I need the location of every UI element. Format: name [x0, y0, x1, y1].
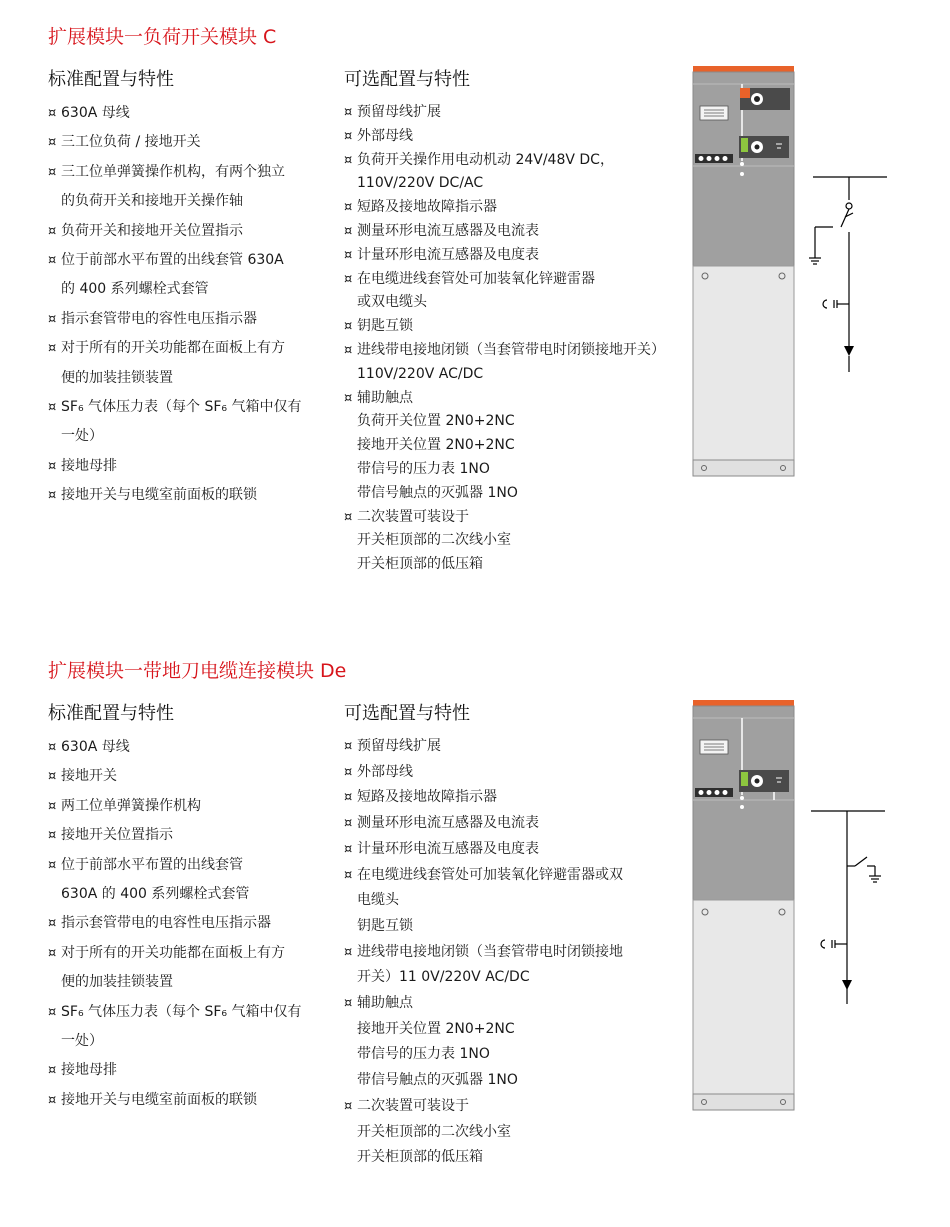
feature-item: ¤ 接地开关与电缆室前面板的联锁 — [48, 1086, 328, 1115]
feature-item: ¤ 指示套管带电的电容性电压指示器 — [48, 909, 328, 938]
feature-item: ¤ 负荷开关操作用电动机动 24V/48V DC， — [344, 149, 684, 173]
feature-item: ¤ 预留母线扩展 — [344, 734, 664, 760]
voltage-indicator-strip — [695, 788, 733, 797]
feature-item: ¤ 630A 母线 — [48, 733, 328, 762]
load-switch-blade — [841, 209, 849, 227]
single-line-diagram — [805, 170, 895, 380]
feature-item: ¤ 计量环形电流互感器及电度表 — [344, 244, 684, 268]
load-switch-operator — [740, 88, 790, 110]
feeder-arrow — [844, 346, 854, 356]
feature-item: ¤ 外部母线 — [344, 760, 664, 786]
feature-item: ¤ 三工位单弹簧操作机构，有两个独立 — [48, 158, 328, 187]
feature-item-continuation: 带信号的压力表 1NO — [357, 1046, 490, 1063]
feature-item: ¤ 指示套管带电的容性电压指示器 — [48, 305, 328, 334]
feature-item: ¤ 进线带电接地闭锁（当套管带电时闭锁接地开关） — [344, 339, 684, 363]
section-title: 扩展模块一带地刀电缆连接模块 De — [48, 660, 347, 682]
feature-item-continuation: 电缆头 — [357, 892, 399, 909]
feature-item-continuation: 630A 的 400 系列螺栓式套管 — [61, 886, 250, 903]
section-cable-earthing-module-de — [0, 640, 950, 1227]
cabinet-upper-panel — [693, 706, 794, 900]
feature-item: ¤ 二次装置可装设于 — [344, 506, 684, 530]
standard-heading: 标准配置与特性 — [48, 69, 174, 90]
feature-item-continuation: 开关柜顶部的低压箱 — [357, 556, 483, 573]
cabinet-top-strip — [693, 66, 794, 72]
feature-item: ¤ 接地开关与电缆室前面板的联锁 — [48, 481, 328, 510]
feature-item: ¤ SF₆ 气体压力表（每个 SF₆ 气箱中仅有 — [48, 998, 328, 1027]
feature-item-continuation: 便的加装挂锁装置 — [61, 369, 173, 386]
single-line-diagram — [805, 804, 895, 1014]
feature-item-continuation: 110V/220V AC/DC — [357, 365, 484, 382]
feature-item: ¤ 位于前部水平布置的出线套管 630A — [48, 246, 328, 275]
feature-item: ¤ 接地开关 — [48, 762, 328, 791]
standard-heading: 标准配置与特性 — [48, 703, 174, 724]
feature-item: ¤ 测量环形电流互感器及电流表 — [344, 220, 684, 244]
cabinet-lower-panel — [693, 266, 794, 460]
feature-item: ¤ SF₆ 气体压力表（每个 SF₆ 气箱中仅有 — [48, 393, 328, 422]
earthing-switch-operator — [739, 770, 789, 792]
feature-item-continuation: 开关）11 0V/220V AC/DC — [357, 969, 530, 986]
feature-item-continuation: 开关柜顶部的低压箱 — [357, 1149, 483, 1166]
feature-item: ¤ 辅助触点 — [344, 387, 684, 411]
feature-item-continuation: 便的加装挂锁装置 — [61, 974, 173, 991]
feature-item: ¤ 两工位单弹簧操作机构 — [48, 792, 328, 821]
feature-item: ¤ 计量环形电流互感器及电度表 — [344, 837, 664, 863]
busbar-node — [846, 203, 852, 209]
feature-item-continuation: 接地开关位置 2N0+2NC — [357, 437, 515, 454]
feature-item: ¤ 接地母排 — [48, 452, 328, 481]
feature-item: ¤ 630A 母线 — [48, 99, 328, 128]
cabinet-base — [693, 460, 794, 476]
optional-heading: 可选配置与特性 — [344, 69, 470, 90]
feature-item: ¤ 在电缆进线套管处可加装氧化锌避雷器 — [344, 268, 684, 292]
standard-features-list — [48, 99, 328, 511]
name-plate — [700, 106, 728, 120]
cabinet-base — [693, 1094, 794, 1110]
feature-item: ¤ 预留母线扩展 — [344, 101, 684, 125]
feature-item: ¤ 辅助触点 — [344, 991, 664, 1017]
earthing-switch-blade — [855, 857, 867, 866]
feature-item-continuation: 一处） — [61, 428, 103, 445]
feature-item: ¤ 短路及接地故障指示器 — [344, 196, 684, 220]
feature-item: ¤ 二次装置可装设于 — [344, 1094, 664, 1120]
cabinet-top-strip — [693, 700, 794, 706]
switchgear-cabinet-illustration — [692, 66, 796, 478]
feature-item: ¤ 钥匙互锁 — [344, 315, 684, 339]
section-load-switch-module-c — [0, 0, 950, 600]
feature-item: ¤ 接地开关位置指示 — [48, 821, 328, 850]
feature-item-continuation: 负荷开关位置 2N0+2NC — [357, 413, 515, 430]
optional-features-list — [344, 734, 664, 1171]
feature-item: ¤ 负荷开关和接地开关位置指示 — [48, 217, 328, 246]
feature-item-continuation: 一处） — [61, 1033, 103, 1050]
optional-heading: 可选配置与特性 — [344, 703, 470, 724]
feeder-arrow — [842, 980, 852, 990]
cabinet-lower-panel — [693, 900, 794, 1094]
feature-item-continuation: 接地开关位置 2N0+2NC — [357, 1020, 515, 1037]
feature-item: ¤ 对于所有的开关功能都在面板上有方 — [48, 939, 328, 968]
feature-item-continuation: 开关柜顶部的二次线小室 — [357, 532, 511, 549]
feature-item-continuation: 110V/220V DC/AC — [357, 175, 484, 192]
standard-features-list — [48, 733, 328, 1115]
feature-item: ¤ 外部母线 — [344, 125, 684, 149]
feature-item: ¤ 短路及接地故障指示器 — [344, 785, 664, 811]
feature-item: ¤ 位于前部水平布置的出线套管 — [48, 851, 328, 880]
feature-item: ¤ 测量环形电流互感器及电流表 — [344, 811, 664, 837]
feature-item: ¤ 三工位负荷 / 接地开关 — [48, 128, 328, 157]
feature-item-continuation: 带信号触点的灭弧器 1NO — [357, 1072, 518, 1089]
feature-item: ¤ 对于所有的开关功能都在面板上有方 — [48, 334, 328, 363]
section-title: 扩展模块一负荷开关模块 C — [48, 26, 277, 48]
switchgear-cabinet-illustration — [692, 700, 796, 1112]
feature-item-continuation: 钥匙互锁 — [357, 917, 413, 934]
feature-item-continuation: 带信号的压力表 1NO — [357, 460, 490, 477]
feature-item-continuation: 的负荷开关和接地开关操作轴 — [61, 193, 243, 210]
feature-item-continuation: 的 400 系列螺栓式套管 — [61, 281, 209, 298]
optional-features-list — [344, 101, 684, 577]
earthing-switch-operator — [739, 136, 789, 158]
feature-item: ¤ 在电缆进线套管处可加装氧化锌避雷器或双 — [344, 863, 664, 889]
feature-item-continuation: 开关柜顶部的二次线小室 — [357, 1123, 511, 1140]
feature-item: ¤ 接地母排 — [48, 1056, 328, 1085]
feature-item-continuation: 或双电缆头 — [357, 294, 427, 311]
feature-item-continuation: 带信号触点的灭弧器 1NO — [357, 484, 518, 501]
name-plate — [700, 740, 728, 754]
voltage-indicator-strip — [695, 154, 733, 163]
feature-item: ¤ 进线带电接地闭锁（当套管带电时闭锁接地 — [344, 940, 664, 966]
